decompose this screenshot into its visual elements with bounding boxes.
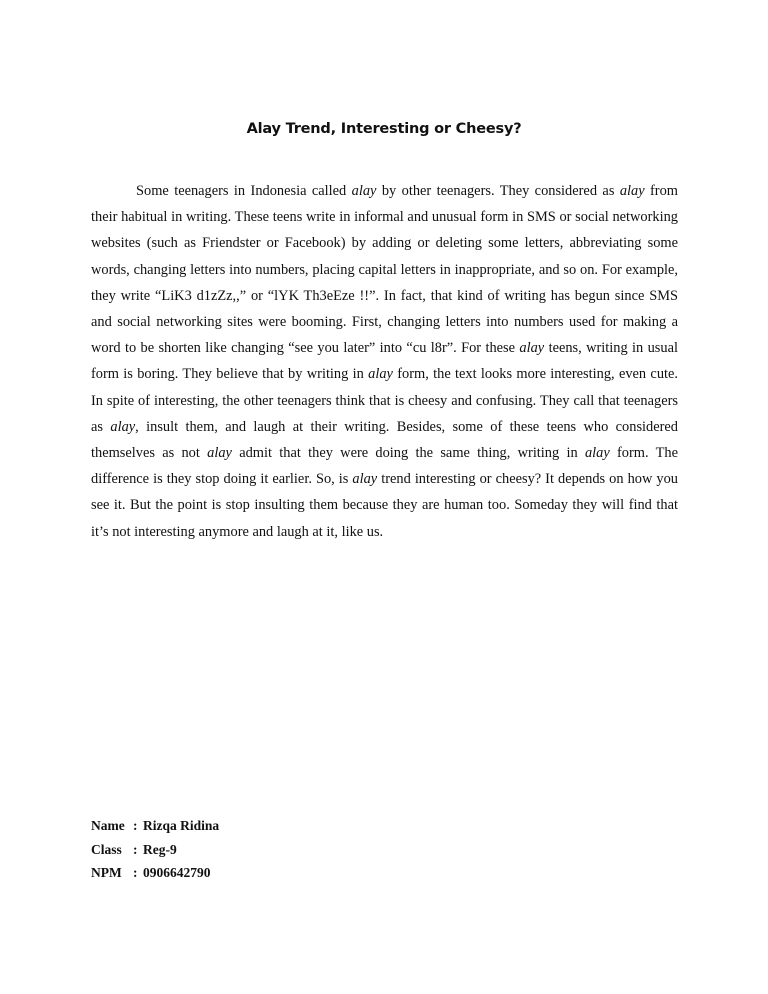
info-separator: : (133, 865, 138, 880)
info-label: Name (91, 818, 125, 833)
info-separator: : (133, 841, 138, 857)
text-run: form. The difference is they stop doing it earlier. So, is (91, 445, 678, 488)
italic-term: alay (584, 445, 610, 462)
info-row-name (91, 814, 219, 838)
italic-term: alay (619, 183, 645, 199)
document-title: Alay Trend, Interesting or Cheesy? (246, 121, 522, 137)
italic-term: alay (351, 183, 377, 199)
text-run: Some teenagers in Indonesia called (136, 183, 352, 199)
body-paragraph (91, 178, 678, 545)
text-run: admit that they were doing the same thing, writing in (231, 445, 585, 462)
italic-term: alay (110, 418, 136, 435)
text-run: trend interesting or cheesy? It depends on how you see it. But the point is stop insulting them because they are human too. Someday they will find that it’s not interesting anymore and laugh at it, like us. (91, 471, 678, 540)
text-run: from their habitual in writing. These teens write in informal and unusual form in SMS or social networking websites (such as Friendster or Facebook) by adding or deleting some letters, abbreviating some words, changing letters into numbers, placing capital letters in inappropriate, and so on. For example, they write “LiK3 d1zZz,,” or “lYK Th3eEze !!”. In fact, that kind of writing has begun since SMS and social networking sites were booming. First, changing letters into numbers used for making a word to be shorten like changing “see you later” into “cu l8r”. For these (91, 183, 678, 357)
italic-term: alay (352, 471, 378, 488)
info-row-class (91, 838, 219, 862)
italic-term: alay (207, 445, 232, 462)
info-value-npm: 0906642790 (143, 865, 211, 880)
italic-term: alay (519, 340, 545, 357)
text-run: by other teenagers. They considered as (376, 183, 620, 199)
info-value-class: Reg-9 (143, 841, 177, 857)
text-run: form, the text looks more interesting, even cute. In spite of interesting, the other teenagers think that is cheesy and confusing. They call that teenagers as (91, 366, 678, 435)
info-label: NPM (91, 865, 122, 880)
italic-term: alay (368, 366, 393, 383)
info-label: Class (91, 841, 122, 857)
author-info (91, 814, 219, 885)
info-row-npm (91, 861, 219, 885)
text-run: , insult them, and laugh at their writing. Besides, some of these teens who considered themselves as not (91, 418, 678, 462)
info-value-name: Rizqa Ridina (143, 818, 220, 833)
text-run: teens, writing in usual form is boring. They believe that by writing in (91, 340, 678, 383)
info-separator: : (133, 818, 138, 833)
